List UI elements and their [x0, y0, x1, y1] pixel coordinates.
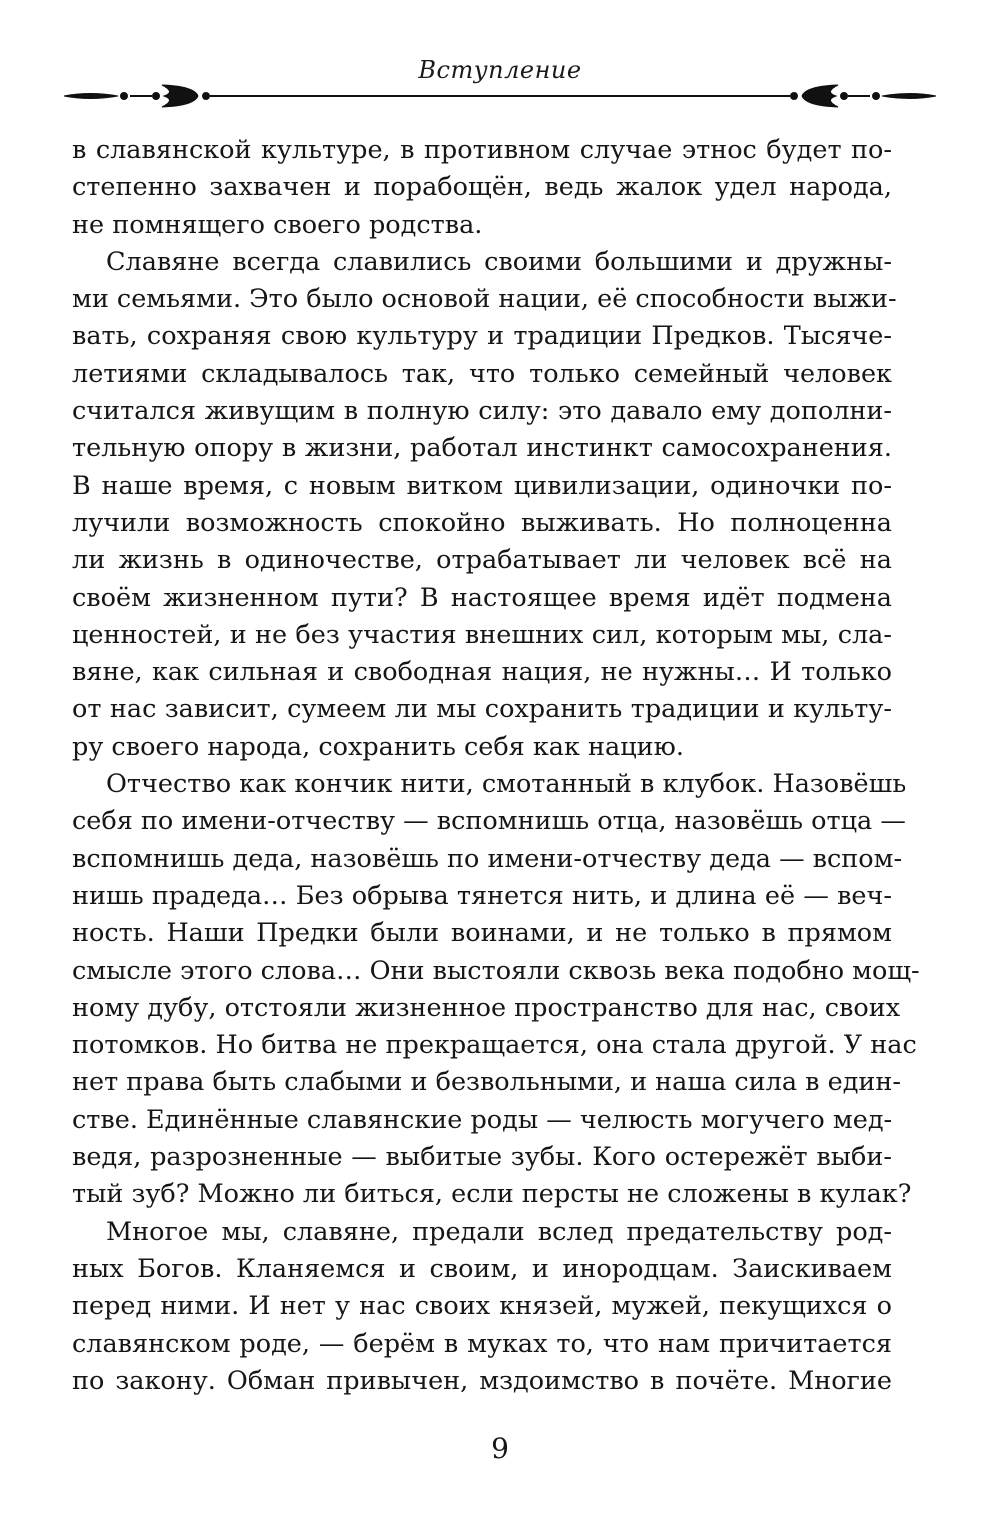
- text-line: считался живущим в полную силу: это давало ему дополни-: [72, 396, 892, 427]
- text-line: вяне, как сильная и свободная нация, не нужны… И только: [72, 657, 892, 688]
- text-line: вспомнишь деда, назовёшь по имени-отчеству деда — вспом-: [72, 843, 903, 874]
- page-number: 9: [491, 1432, 509, 1465]
- text-line: по закону. Обман привычен, мздоимство в почёте. Многие: [72, 1365, 892, 1396]
- text-line: ность. Наши Предки были воинами, и не только в прямом: [72, 918, 892, 949]
- text-line: ному дубу, отстояли жизненное пространство для нас, своих: [72, 992, 901, 1023]
- text-line: ли жизнь в одиночестве, отрабатывает ли человек всё на: [72, 545, 892, 576]
- text-line: Отчество как кончик нити, смотанный в клубок. Назовёшь: [106, 769, 907, 800]
- paragraph-1: [72, 132, 892, 244]
- text-line: не помнящего своего родства.: [72, 209, 483, 240]
- text-line: вать, сохраняя свою культуру и традиции Предков. Тысяче-: [72, 321, 892, 352]
- body-text: [72, 132, 920, 1400]
- text-line: потомков. Но битва не прекращается, она стала другой. У нас: [72, 1030, 917, 1061]
- text-line: ценностей, и не без участия внешних сил, которым мы, сла-: [72, 619, 892, 650]
- text-line: Многое мы, славяне, предали вслед предательству род-: [106, 1216, 892, 1247]
- left-flourish-icon: [64, 85, 210, 107]
- text-line: Славяне всегда славились своими большими и дружны-: [106, 246, 892, 277]
- ornamental-rule: [60, 76, 940, 116]
- text-line: лучили возможность спокойно выживать. Но полноценна: [72, 507, 892, 538]
- text-line: от нас зависит, сумеем ли мы сохранить традиции и культу-: [72, 694, 892, 725]
- text-line: В наше время, с новым витком цивилизации, одиночки по-: [72, 470, 892, 501]
- text-line: славянском роде, — берём в муках то, что нам причитается: [72, 1328, 892, 1359]
- running-head: Вступление: [418, 56, 582, 84]
- text-line: себя по имени-отчеству — вспомнишь отца, назовёшь отца —: [72, 806, 906, 837]
- text-line: степенно захвачен и порабощён, ведь жалок удел народа,: [72, 172, 892, 203]
- text-line: ми семьями. Это было основой нации, её способности выжи-: [72, 284, 897, 315]
- text-line: нишь прадеда… Без обрыва тянется нить, и длина её — веч-: [72, 880, 892, 911]
- right-flourish-icon: [791, 85, 937, 107]
- text-line: летиями складывалось так, что только семейный человек: [72, 358, 892, 389]
- text-line: в славянской культуре, в противном случае этнос будет по-: [72, 135, 892, 165]
- text-line: ру своего народа, сохранить себя как нацию.: [72, 731, 684, 762]
- text-line: тельную опору в жизни, работал инстинкт самосохранения.: [72, 433, 892, 464]
- paragraph-4: [72, 1214, 892, 1400]
- text-line: ведя, разрозненные — выбитые зубы. Кого остережёт выби-: [72, 1142, 892, 1173]
- text-line: нет права быть слабыми и безвольными, и наша сила в един-: [72, 1067, 902, 1098]
- text-line: своём жизненном пути? В настоящее время идёт подмена: [72, 582, 892, 613]
- paragraph-2: [72, 244, 897, 766]
- text-line: перед ними. И нет у нас своих князей, мужей, пекущихся о: [72, 1291, 892, 1322]
- text-line: тый зуб? Можно ли биться, если персты не сложены в кулак?: [72, 1179, 912, 1210]
- text-line: стве. Единённые славянские роды — челюсть могучего мед-: [72, 1104, 893, 1135]
- paragraph-3: [72, 766, 920, 1214]
- text-line: смысле этого слова… Они выстояли сквозь века подобно мощ-: [72, 955, 920, 986]
- text-line: ных Богов. Кланяемся и своим, и инородцам. Заискиваем: [72, 1253, 892, 1284]
